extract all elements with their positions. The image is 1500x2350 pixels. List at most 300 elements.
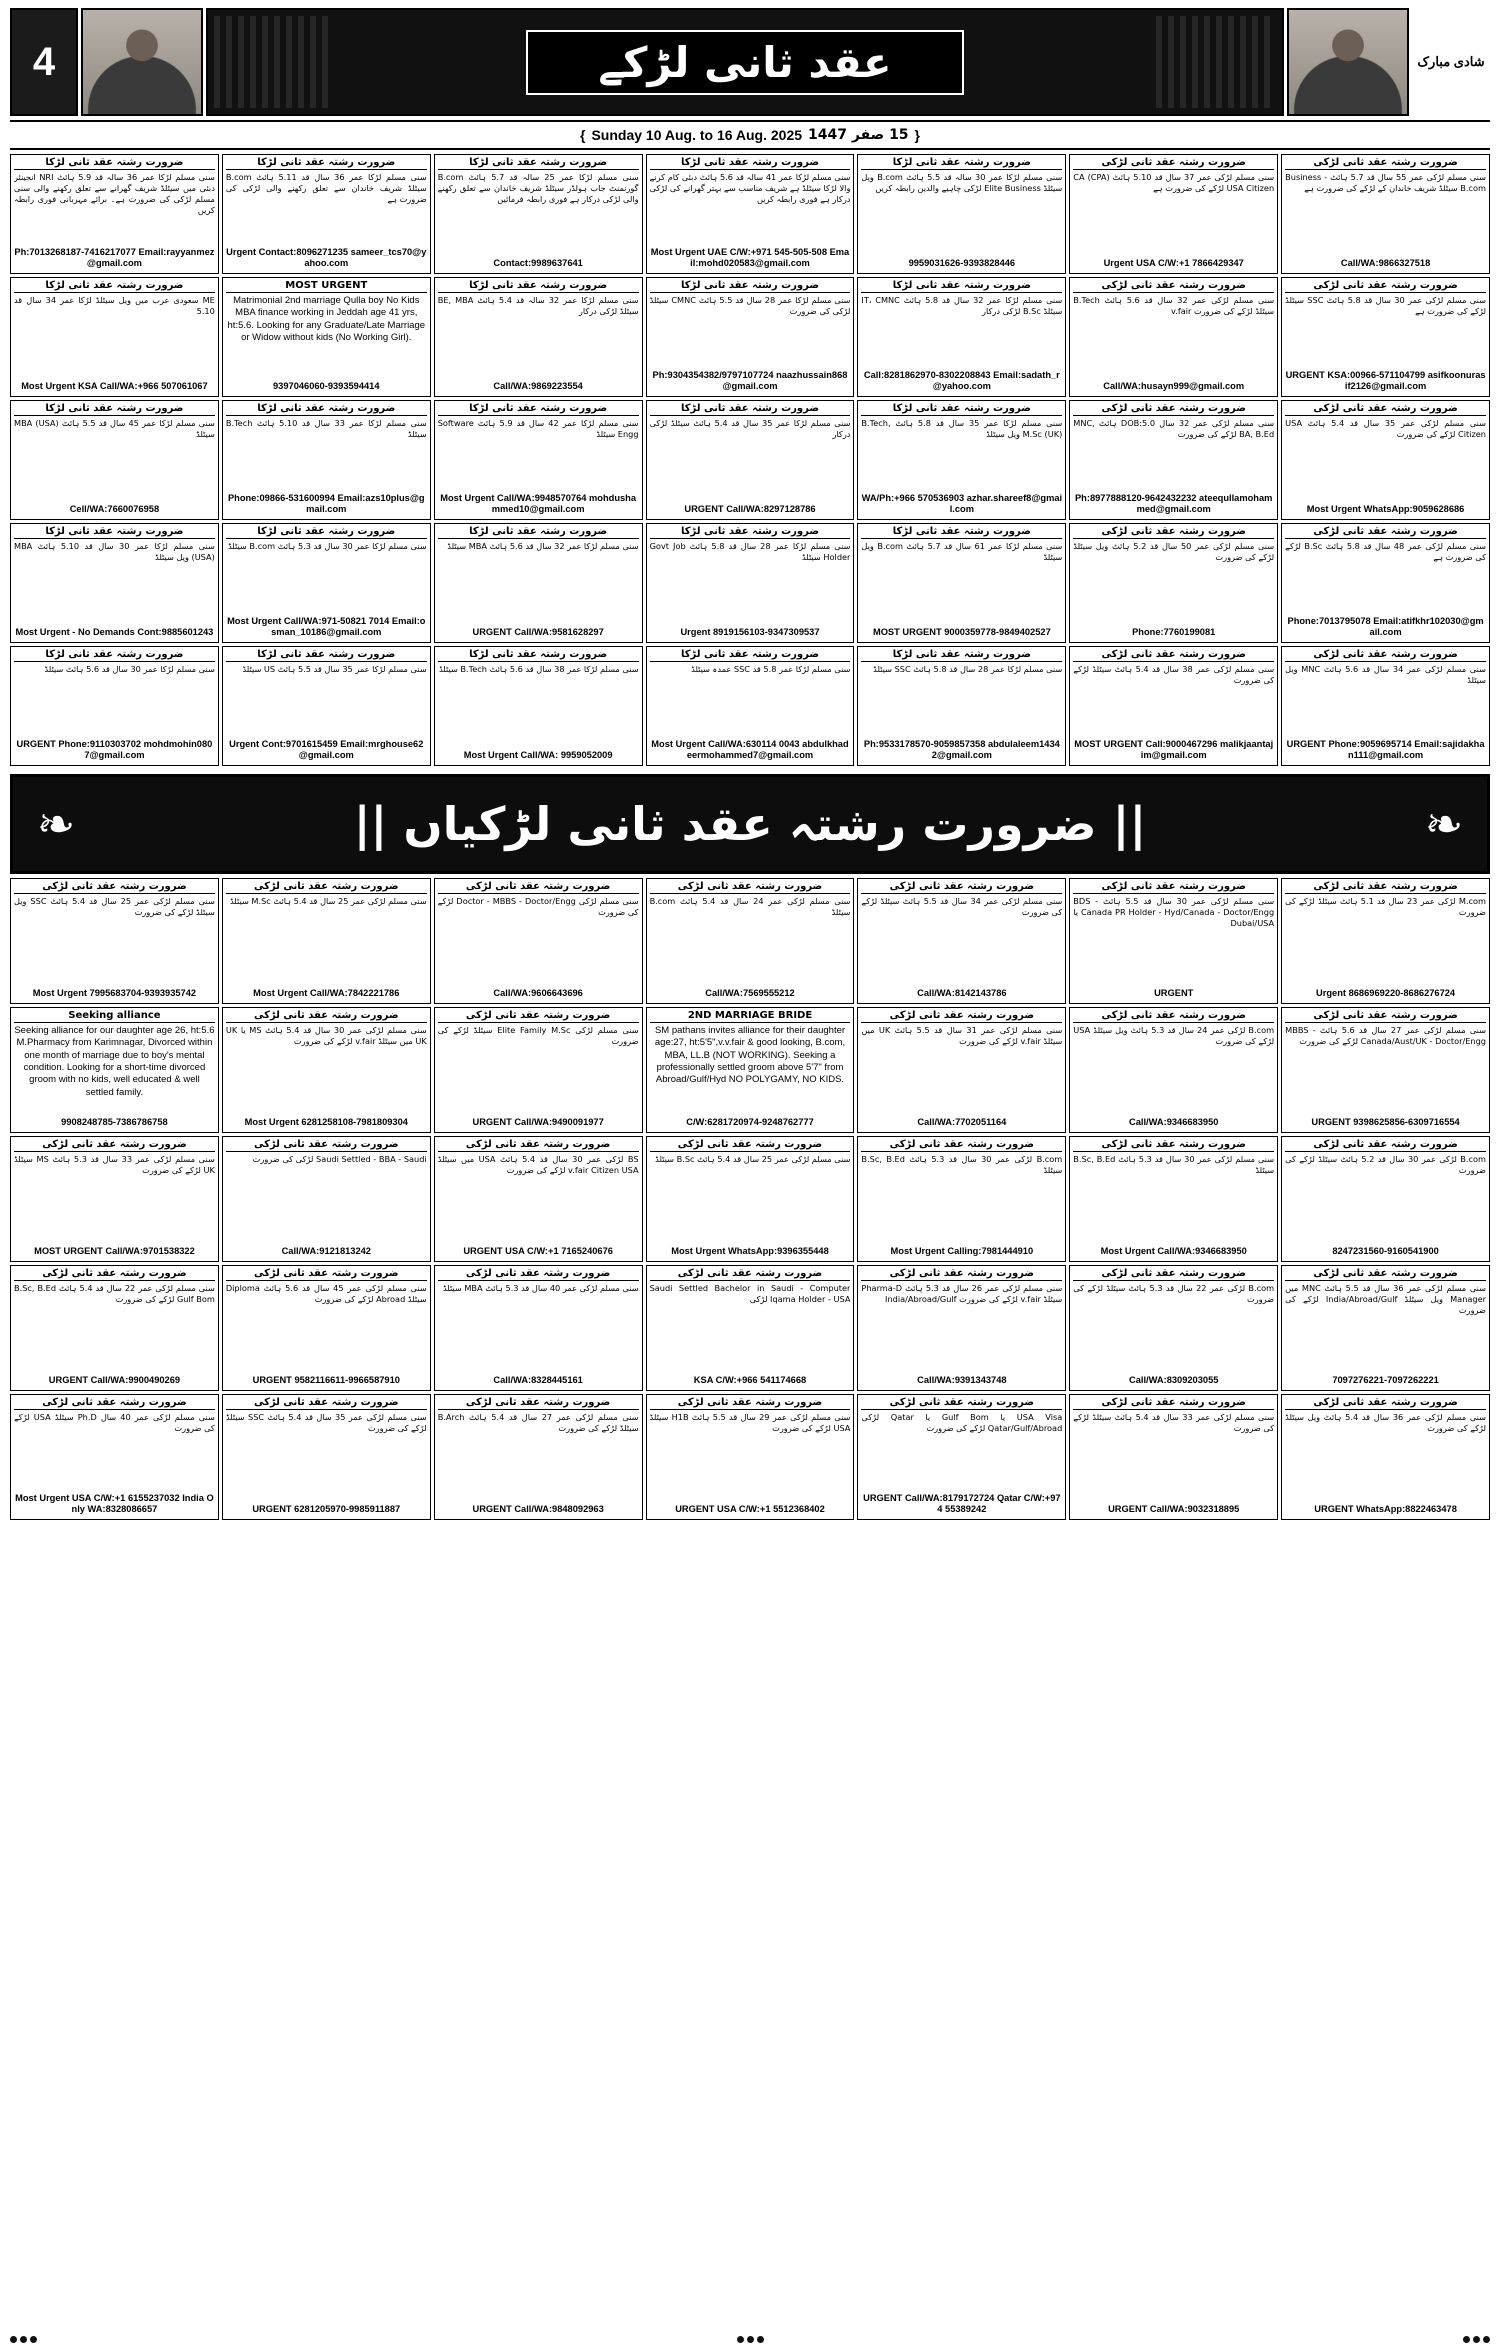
- ad-card: [10, 1265, 219, 1391]
- ad-body: B.com لڑکی عمر 30 سال قد 5.3 ہائٹ B.Sc, B.Ed سیٹلڈ: [861, 1154, 1063, 1176]
- ad-contact[interactable]: URGENT Call/WA:9490091977: [472, 1117, 604, 1128]
- ad-card: [434, 646, 643, 766]
- ad-contact[interactable]: Call/WA:9866327518: [1340, 258, 1431, 269]
- date-hijri: 15 صفر 1447: [808, 127, 909, 143]
- section-banner-title: || ضرورت رشتہ عقد ثانی لڑکیاں ||: [353, 797, 1147, 851]
- ornament-right-icon: ❧: [1424, 798, 1464, 850]
- ad-header: ضرورت رشتہ عقد ثانی لڑکی: [438, 881, 639, 894]
- ad-body: B.com لڑکی عمر 24 سال قد 5.3 ہائٹ ویل سیٹلڈ USA لڑکے کی ضرورت: [1073, 1025, 1275, 1047]
- ad-body: سنی مسلم لڑکی عمر 25 سال قد 5.4 ہائٹ SSC ویل سیٹلڈ لڑکے کی ضرورت: [14, 896, 215, 918]
- ad-header: ضرورت رشتہ عقد ثانی لڑکی: [1285, 1010, 1486, 1023]
- ad-header: ضرورت رشتہ عقد ثانی لڑکی: [14, 1139, 215, 1152]
- ad-card: [646, 277, 855, 397]
- ad-contact[interactable]: Call/WA:9121813242: [281, 1246, 371, 1257]
- date-bar: [10, 120, 1490, 150]
- ad-body: سنی مسلم لڑکی عمر 33 سال قد 5.3 ہائٹ MS سیٹلڈ UK لڑکے کی ضرورت: [14, 1154, 215, 1176]
- ad-card: [222, 878, 431, 1004]
- ad-header: ضرورت رشتہ عقد ثانی لڑکا: [438, 526, 639, 539]
- ad-body: Saudi Settled - BBA - Saudi لڑکی کی ضرورت: [252, 1154, 427, 1164]
- ad-contact[interactable]: Ph:8977888120-9642432232 ateequllamohammed@gmail.com: [1074, 492, 1273, 515]
- ad-body: SM pathans invites alliance for their daughter age:27, ht:5'5",v.v.fair & good looking, B.com, MBA, LL.B (NOT WORKING). Seeking a professionally settled groom above 5'7" from Abroad/Gulf/Hyd NO POLYGAMY, NO KIDS.: [654, 1025, 846, 1086]
- ad-header: ضرورت رشتہ عقد ثانی لڑکا: [14, 526, 215, 539]
- ad-body: سنی مسلم لڑکا عمر 36 سالہ قد 5.9 ہائٹ NRI انجینئر دبئی میں سیٹلڈ شریف گھرانے سے تعلق رکھنے والی سنی مسلم لڑکی کی ضرورت ہے۔ برائے مہربانی فوری رابطہ کریں: [14, 172, 215, 216]
- ad-header: ضرورت رشتہ عقد ثانی لڑکا: [14, 157, 215, 170]
- ad-body: سنی مسلم لڑکی عمر 34 سال قد 5.5 ہائٹ سیٹلڈ لڑکے کی ضرورت: [861, 896, 1063, 918]
- ad-card: [10, 646, 219, 766]
- ad-contact[interactable]: Phone:7013795078 Email:atifkhr102030@gmail.com: [1287, 615, 1484, 638]
- ad-card: [1069, 277, 1278, 397]
- ad-header: ضرورت رشتہ عقد ثانی لڑکی: [1073, 1268, 1274, 1281]
- ad-body: سنی مسلم لڑکا عمر 32 سال قد 5.8 ہائٹ IT، CMNC سیٹلڈ B.Sc لڑکی درکار: [861, 295, 1063, 317]
- ad-body: سنی مسلم لڑکا عمر 30 سال قد 5.10 ہائٹ MBA (USA) ویل سیٹلڈ: [14, 541, 215, 563]
- ad-contact[interactable]: Urgent 8686969220-8686276724: [1316, 988, 1456, 999]
- ad-header: ضرورت رشتہ عقد ثانی لڑکا: [861, 157, 1062, 170]
- ad-header: ضرورت رشتہ عقد ثانی لڑکی: [861, 881, 1062, 894]
- ad-header: ضرورت رشتہ عقد ثانی لڑکا: [14, 649, 215, 662]
- ad-header: ضرورت رشتہ عقد ثانی لڑکی: [650, 881, 851, 894]
- ad-body: سنی مسلم لڑکی عمر 32 سال قد 5.6 ہائٹ B.Tech سیٹلڈ لڑکے کی ضرورت v.fair: [1073, 295, 1275, 317]
- ad-contact[interactable]: Call/WA:9346683950: [1129, 1117, 1219, 1128]
- ad-body: سنی مسلم لڑکی عمر 50 سال قد 5.2 ہائٹ ویل سیٹلڈ لڑکے کی ضرورت: [1073, 541, 1275, 563]
- ad-card: [434, 523, 643, 643]
- registration-dots-mid: [737, 2336, 764, 2343]
- ad-body: سنی مسلم لڑکا عمر 28 سال قد 5.5 ہائٹ CMNC سیٹلڈ لڑکی کی ضرورت: [649, 295, 851, 317]
- ad-card: [222, 400, 431, 520]
- ad-body: سنی مسلم لڑکا عمر 25 سالہ قد 5.7 ہائٹ B.com گورنمنٹ جاب ہولڈر سیٹلڈ شریف خاندان سے تعلق رکھنے والی لڑکی درکار ہے فوری رابطہ فرمائیں: [437, 172, 639, 205]
- ad-card: [646, 1007, 855, 1133]
- ad-header: ضرورت رشتہ عقد ثانی لڑکی: [1285, 403, 1486, 416]
- ad-header: ضرورت رشتہ عقد ثانی لڑکی: [226, 1397, 427, 1410]
- ad-header: ضرورت رشتہ عقد ثانی لڑکی: [861, 1139, 1062, 1152]
- ad-header: ضرورت رشتہ عقد ثانی لڑکی: [438, 1268, 639, 1281]
- ad-contact[interactable]: Call/WA:8142143786: [917, 988, 1007, 999]
- ad-card: [857, 646, 1066, 766]
- ad-contact[interactable]: Most Urgent Call/WA:630114 0043 abdulkhadeermohammed7@gmail.com: [651, 738, 849, 761]
- ad-header: ضرورت رشتہ عقد ثانی لڑکی: [1285, 280, 1486, 293]
- ad-card: [857, 400, 1066, 520]
- ad-contact[interactable]: 9959031626-9393828446: [908, 258, 1016, 269]
- ad-body: سنی مسلم لڑکا عمر 30 سال قد 5.6 ہائٹ سیٹلڈ: [44, 664, 215, 674]
- ad-card: [646, 523, 855, 643]
- ad-header: ضرورت رشتہ عقد ثانی لڑکی: [1073, 157, 1274, 170]
- ad-contact[interactable]: MOST URGENT Call/WA:9701538322: [34, 1246, 195, 1257]
- ad-body: سنی مسلم لڑکی عمر 31 سال قد 5.5 ہائٹ UK میں سیٹلڈ v.fair لڑکے کی ضرورت: [861, 1025, 1063, 1047]
- ad-card: [10, 154, 219, 274]
- ad-body: سنی مسلم لڑکی عمر 32 سال DOB:5.0 ہائٹ MNC, BA, B.Ed لڑکے کی ضرورت: [1073, 418, 1275, 440]
- ad-header: ضرورت رشتہ عقد ثانی لڑکا: [438, 649, 639, 662]
- ad-body: سنی مسلم لڑکا عمر 35 سال قد 5.5 ہائٹ US سیٹلڈ: [242, 664, 427, 674]
- ad-card: [857, 154, 1066, 274]
- ad-header: ضرورت رشتہ عقد ثانی لڑکی: [438, 1010, 639, 1023]
- ad-contact[interactable]: Most Urgent 6281258108-7981809304: [244, 1117, 408, 1128]
- ad-contact[interactable]: WA/Ph:+966 570536903 azhar.shareef8@gmail.com: [861, 492, 1063, 515]
- ad-body: سنی مسلم لڑکی عمر 38 سال قد 5.4 ہائٹ سیٹلڈ لڑکے کی ضرورت: [1073, 664, 1275, 686]
- ad-contact[interactable]: C/W:6281720974-9248762777: [686, 1117, 814, 1128]
- ad-card: [10, 1007, 219, 1133]
- ad-contact[interactable]: Phone:7760199081: [1132, 627, 1216, 638]
- ad-header: ضرورت رشتہ عقد ثانی لڑکا: [14, 280, 215, 293]
- ad-header: ضرورت رشتہ عقد ثانی لڑکا: [438, 157, 639, 170]
- ad-card: [10, 277, 219, 397]
- ad-header: ضرورت رشتہ عقد ثانی لڑکی: [438, 1139, 639, 1152]
- ad-contact[interactable]: Call/WA:8328445161: [493, 1375, 583, 1386]
- ad-contact[interactable]: Cell/WA:7660076958: [69, 504, 160, 515]
- ad-body: سنی مسلم لڑکا عمر 45 سال قد 5.5 ہائٹ MBA (USA) سیٹلڈ: [14, 418, 215, 440]
- ad-header: ضرورت رشتہ عقد ثانی لڑکی: [1285, 1268, 1486, 1281]
- ad-card: [434, 1394, 643, 1520]
- ad-contact[interactable]: Call/WA:husayn999@gmail.com: [1103, 381, 1245, 392]
- ad-contact[interactable]: URGENT 9398625856-6309716554: [1311, 1117, 1460, 1128]
- ad-card: [434, 878, 643, 1004]
- ad-card: [434, 400, 643, 520]
- ad-contact[interactable]: URGENT Call/WA:9848092963: [472, 1504, 604, 1515]
- ad-header: ضرورت رشتہ عقد ثانی لڑکی: [226, 1010, 427, 1023]
- ad-header: ضرورت رشتہ عقد ثانی لڑکا: [861, 280, 1062, 293]
- ad-body: ME سعودی عرب میں ویل سیٹلڈ لڑکا عمر 34 سال قد 5.10: [14, 295, 215, 317]
- ad-contact[interactable]: Call/WA:7569555212: [705, 988, 795, 999]
- ad-contact[interactable]: Ph:9304354382/9797107724 naazhussain868@gmail.com: [652, 369, 848, 392]
- ad-header: ضرورت رشتہ عقد ثانی لڑکا: [14, 403, 215, 416]
- ad-body: سنی مسلم لڑکی عمر 26 سال قد 5.3 ہائٹ Pharma-D سیٹلڈ v.fair لڑکے کی ضرورت India/Abroad/Gulf: [861, 1283, 1063, 1305]
- ad-contact[interactable]: Most Urgent - No Demands Cont:9885601243: [15, 627, 214, 638]
- ad-contact[interactable]: URGENT Call/WA:9032318895: [1108, 1504, 1240, 1515]
- ad-body: سنی مسلم لڑکی عمر 30 سال قد 5.4 ہائٹ MS یا UK UK میں سیٹلڈ v.fair لڑکے کی ضرورت: [225, 1025, 427, 1047]
- ad-header: ضرورت رشتہ عقد ثانی لڑکی: [1073, 280, 1274, 293]
- ad-card: [1069, 1394, 1278, 1520]
- ad-body: سنی مسلم لڑکی عمر 30 سال قد 5.8 ہائٹ SSC سیٹلڈ لڑکے کی ضرورت ہے: [1285, 295, 1486, 317]
- ad-card: [1069, 878, 1278, 1004]
- ad-header: ضرورت رشتہ عقد ثانی لڑکی: [1073, 1010, 1274, 1023]
- ad-card: [857, 1265, 1066, 1391]
- ad-header: ضرورت رشتہ عقد ثانی لڑکی: [1073, 1397, 1274, 1410]
- ad-card: [1281, 154, 1490, 274]
- ad-header: ضرورت رشتہ عقد ثانی لڑکی: [1285, 157, 1486, 170]
- ad-card: [857, 878, 1066, 1004]
- ad-card: [857, 1007, 1066, 1133]
- page-number: 4: [10, 8, 78, 116]
- ad-contact[interactable]: Urgent 8919156103-9347309537: [680, 627, 820, 638]
- ad-body: سنی مسلم لڑکا عمر 32 سالہ قد 5.4 ہائٹ BE, MBA سیٹلڈ لڑکی درکار: [437, 295, 639, 317]
- ad-contact[interactable]: URGENT Call/WA:8179172724 Qatar C/W:+974 55389242: [863, 1492, 1061, 1515]
- ad-header: ضرورت رشتہ عقد ثانی لڑکی: [1073, 649, 1274, 662]
- ad-body: B.com لڑکی عمر 30 سال قد 5.2 ہائٹ سیٹلڈ لڑکے کی ضرورت: [1285, 1154, 1486, 1176]
- ad-body: سنی مسلم لڑکی عمر 55 سال قد 5.7 ہائٹ Business - B.com سیٹلڈ شریف خاندان کے لڑکے کی ضرورت ہے: [1285, 172, 1486, 194]
- ad-header: ضرورت رشتہ عقد ثانی لڑکا: [650, 526, 851, 539]
- ad-header: ضرورت رشتہ عقد ثانی لڑکی: [226, 1139, 427, 1152]
- ad-card: [1069, 1007, 1278, 1133]
- ad-header: Seeking alliance: [14, 1010, 215, 1023]
- ad-body: سنی مسلم لڑکا عمر 61 سال قد 5.7 ہائٹ B.com ویل سیٹلڈ: [861, 541, 1063, 563]
- ad-card: [646, 1136, 855, 1262]
- ad-contact[interactable]: MOST URGENT 9000359778-9849402527: [872, 627, 1051, 638]
- ad-contact[interactable]: URGENT Call/WA:9581628297: [472, 627, 604, 638]
- ad-contact[interactable]: Most Urgent KSA Call/WA:+966 507061067: [21, 381, 208, 392]
- ad-header: ضرورت رشتہ عقد ثانی لڑکا: [650, 403, 851, 416]
- page-title: عقد ثانی لڑکے: [598, 37, 892, 87]
- ad-header: ضرورت رشتہ عقد ثانی لڑکی: [650, 1268, 851, 1281]
- ad-card: [1069, 646, 1278, 766]
- ad-header: ضرورت رشتہ عقد ثانی لڑکا: [650, 280, 851, 293]
- ad-contact[interactable]: URGENT Call/WA:8297128786: [684, 504, 816, 515]
- ad-contact[interactable]: Call/WA:9391343748: [917, 1375, 1007, 1386]
- section-banner: [10, 774, 1490, 874]
- ad-card: [434, 1007, 643, 1133]
- ad-card: [1069, 523, 1278, 643]
- ad-card: [646, 646, 855, 766]
- ad-card: [10, 523, 219, 643]
- ad-header: ضرورت رشتہ عقد ثانی لڑکا: [438, 403, 639, 416]
- ad-body: سنی مسلم لڑکی عمر 25 سال قد 5.4 ہائٹ M.Sc سیٹلڈ: [230, 896, 427, 906]
- masthead-title-band: [206, 8, 1284, 116]
- ad-header: ضرورت رشتہ عقد ثانی لڑکی: [1073, 403, 1274, 416]
- ad-card: [1281, 646, 1490, 766]
- ad-contact[interactable]: URGENT Call/WA:9900490269: [48, 1375, 181, 1386]
- ad-card: [646, 1265, 855, 1391]
- ad-card: [10, 1394, 219, 1520]
- ad-contact[interactable]: URGENT KSA:00966-571104799 asifkoonurasif2126@gmail.com: [1285, 369, 1486, 392]
- ad-header: ضرورت رشتہ عقد ثانی لڑکی: [14, 1268, 215, 1281]
- ad-contact[interactable]: 7097276221-7097262221: [1332, 1375, 1439, 1386]
- ad-body: سنی مسلم لڑکی عمر 36 سال قد 5.4 ہائٹ ویل سیٹلڈ لڑکے کی ضرورت: [1285, 1412, 1486, 1434]
- ad-header: ضرورت رشتہ عقد ثانی لڑکی: [650, 1397, 851, 1410]
- ad-body: BS لڑکی عمر 30 سال قد 5.4 ہائٹ USA میں سیٹلڈ v.fair Citizen USA لڑکے کی ضرورت: [437, 1154, 639, 1176]
- ad-contact[interactable]: Most Urgent Calling:7981444910: [890, 1246, 1034, 1257]
- ad-body: B.com لڑکی عمر 22 سال قد 5.3 ہائٹ سیٹلڈ لڑکے کی ضرورت: [1073, 1283, 1275, 1305]
- ad-body: سنی مسلم لڑکا عمر 35 سال قد 5.8 ہائٹ B.Tech, M.Sc (UK) ویل سیٹلڈ: [861, 418, 1063, 440]
- ad-card: [1281, 1265, 1490, 1391]
- ad-contact[interactable]: Call/WA:9869223554: [493, 381, 583, 392]
- ad-card: [222, 277, 431, 397]
- ad-contact[interactable]: Call:8281862970-8302208843 Email:sadath_r@yahoo.com: [863, 369, 1060, 392]
- shaadi-mubarak-tag: شادی مبارک: [1417, 53, 1485, 69]
- ad-card: [222, 1136, 431, 1262]
- ad-body: Saudi Settled Bachelor in Saudi - Computer Iqama Holder - USA لڑکی: [649, 1283, 851, 1305]
- ad-card: [1281, 1394, 1490, 1520]
- ad-header: ضرورت رشتہ عقد ثانی لڑکی: [226, 881, 427, 894]
- registration-dots-right: [1463, 2336, 1490, 2343]
- ad-card: [1281, 1136, 1490, 1262]
- ad-card: [434, 277, 643, 397]
- ad-contact[interactable]: URGENT: [1154, 988, 1194, 999]
- masthead: [10, 8, 1490, 116]
- ad-card: [222, 1265, 431, 1391]
- ad-card: [222, 1394, 431, 1520]
- ad-body: سنی مسلم لڑکا عمر 30 سالہ قد 5.5 ہائٹ B.com ویل سیٹلڈ Elite Business لڑکی چاہیے والدین رابطہ کریں: [861, 172, 1063, 194]
- ad-body: سنی مسلم لڑکا عمر 5.8 قد SSC عمدہ سیٹلڈ: [691, 664, 851, 674]
- ad-body: سنی مسلم لڑکی عمر 29 سال قد 5.5 ہائٹ H1B سیٹلڈ USA لڑکے کی ضرورت: [649, 1412, 851, 1434]
- ad-body: سنی مسلم لڑکا عمر 28 سال قد 5.8 ہائٹ SSC سیٹلڈ: [873, 664, 1063, 674]
- ad-contact[interactable]: URGENT USA C/W:+1 5512368402: [675, 1504, 825, 1515]
- ad-contact[interactable]: Most Urgent Call/WA:971-50821 7014 Email:osman_10186@gmail.com: [227, 615, 426, 638]
- ad-body: سنی مسلم لڑکی عمر 33 سال قد 5.4 ہائٹ سیٹلڈ لڑکے کی ضرورت: [1073, 1412, 1275, 1434]
- ad-contact[interactable]: URGENT USA C/W:+1 7165240676: [463, 1246, 613, 1257]
- brace-open: {: [580, 127, 586, 143]
- ad-contact[interactable]: URGENT Phone:9059695714 Email:sajidakhan111@gmail.com: [1286, 738, 1485, 761]
- ad-header: ضرورت رشتہ عقد ثانی لڑکا: [650, 157, 851, 170]
- ad-contact[interactable]: Ph:9533178570-9059857358 abdulaleem14342@gmail.com: [863, 738, 1060, 761]
- ad-contact[interactable]: KSA C/W:+966 541174668: [693, 1375, 807, 1386]
- ad-header: ضرورت رشتہ عقد ثانی لڑکی: [1285, 1139, 1486, 1152]
- ad-contact[interactable]: 9397046060-9393594414: [273, 381, 380, 392]
- ad-contact[interactable]: URGENT 9582116611-9966587910: [252, 1375, 400, 1386]
- ad-body: سنی مسلم لڑکی عمر 22 سال قد 5.4 ہائٹ B.Sc, B.Ed Gulf Bom لڑکے کی ضرورت: [14, 1283, 215, 1305]
- ad-card: [1281, 1007, 1490, 1133]
- ad-contact[interactable]: Urgent Cont:9701615459 Email:mrghouse62@gmail.com: [229, 738, 424, 761]
- ad-header: ضرورت رشتہ عقد ثانی لڑکا: [226, 157, 427, 170]
- ad-contact[interactable]: Call/WA:8309203055: [1129, 1375, 1219, 1386]
- ad-contact[interactable]: 8247231560-9160541900: [1332, 1246, 1439, 1257]
- ad-contact[interactable]: URGENT Phone:9110303702 mohdmohin0807@gmail.com: [16, 738, 213, 761]
- ad-contact[interactable]: URGENT WhatsApp:8822463478: [1314, 1504, 1457, 1515]
- ad-body: سنی مسلم لڑکی عمر 40 سال قد 5.3 ہائٹ MBA سیٹلڈ: [442, 1283, 639, 1293]
- ad-contact[interactable]: Most Urgent Call/WA:7842221786: [253, 988, 400, 999]
- ad-card: [1069, 1265, 1278, 1391]
- ad-header: ضرورت رشتہ عقد ثانی لڑکی: [1285, 1397, 1486, 1410]
- ad-body: سنی مسلم لڑکا عمر 33 سال قد 5.10 ہائٹ B.Tech سیٹلڈ: [225, 418, 427, 440]
- date-english: Sunday 10 Aug. to 16 Aug. 2025: [591, 127, 803, 143]
- ad-card: [434, 1265, 643, 1391]
- ad-contact[interactable]: Most Urgent Call/WA: 9959052009: [463, 750, 613, 761]
- ad-contact[interactable]: Most Urgent Call/WA:9948570764 mohdushammed10@gmail.com: [440, 492, 637, 515]
- ad-card: [222, 154, 431, 274]
- ad-body: سنی مسلم لڑکا عمر 28 سال قد 5.8 ہائٹ Govt Job Holder سیٹلڈ: [649, 541, 851, 563]
- male-ads-grid: [10, 154, 1490, 766]
- ad-header: ضرورت رشتہ عقد ثانی لڑکی: [1285, 881, 1486, 894]
- ad-body: سنی مسلم لڑکی عمر 45 سال قد 5.6 ہائٹ Diploma سیٹلڈ Abroad لڑکے کی ضرورت: [225, 1283, 427, 1305]
- ad-card: [222, 523, 431, 643]
- ad-contact[interactable]: Phone:09866-531600994 Email:azs10plus@gmail.com: [227, 492, 425, 515]
- ad-body: سنی مسلم لڑکی عمر 30 سال قد 5.3 ہائٹ B.Sc, B.Ed سیٹلڈ: [1073, 1154, 1275, 1176]
- ad-header: ضرورت رشتہ عقد ثانی لڑکی: [1073, 1139, 1274, 1152]
- ad-header: ضرورت رشتہ عقد ثانی لڑکی: [1073, 526, 1274, 539]
- ad-card: [646, 1394, 855, 1520]
- ad-card: [434, 1136, 643, 1262]
- ad-card: [646, 878, 855, 1004]
- ad-card: [857, 277, 1066, 397]
- ad-contact[interactable]: Most Urgent WhatsApp:9059628686: [1306, 504, 1465, 515]
- ad-body: سنی مسلم لڑکی عمر 27 سال قد 5.6 ہائٹ MBBS - Canada/Aust/UK - Doctor/Engg لڑکے کی ضرورت: [1285, 1025, 1486, 1047]
- ad-body: سنی مسلم لڑکی عمر 40 سال Ph.D سیٹلڈ USA لڑکے کی ضرورت: [14, 1412, 215, 1434]
- ad-card: [1281, 277, 1490, 397]
- ad-header: ضرورت رشتہ عقد ثانی لڑکی: [861, 1010, 1062, 1023]
- ad-card: [1281, 400, 1490, 520]
- ad-header: ضرورت رشتہ عقد ثانی لڑکا: [438, 280, 639, 293]
- ad-contact[interactable]: Most Urgent Call/WA:9346683950: [1100, 1246, 1247, 1257]
- ad-contact[interactable]: MOST URGENT Call:9000467296 malikjaantajim@gmail.com: [1074, 738, 1274, 761]
- ad-body: سنی مسلم لڑکی Elite Family M.Sc سیٹلڈ لڑکے کی ضرورت: [437, 1025, 639, 1047]
- ad-header: ضرورت رشتہ عقد ثانی لڑکا: [650, 649, 851, 662]
- ad-card: [10, 400, 219, 520]
- ad-card: [646, 154, 855, 274]
- ad-body: سنی مسلم لڑکی عمر 36 سال قد 5.5 ہائٹ MNC میں Manager ویل سیٹلڈ India/Abroad/Gulf لڑکے کی ضرورت: [1285, 1283, 1486, 1316]
- ad-header: ضرورت رشتہ عقد ثانی لڑکا: [861, 526, 1062, 539]
- ad-body: USA Visa یا Gulf Bom یا Qatar لڑکی Qatar/Gulf/Abroad لڑکے کی ضرورت: [861, 1412, 1063, 1434]
- ad-card: [857, 523, 1066, 643]
- registration-dots-left: [10, 2336, 37, 2343]
- ad-contact[interactable]: Ph:7013268187-7416217077 Email:rayyanmez@gmail.com: [14, 246, 215, 269]
- ad-contact[interactable]: Most Urgent 7995683704-9393935742: [32, 988, 197, 999]
- ad-body: سنی مسلم لڑکا عمر 35 سال قد 5.4 ہائٹ سیٹلڈ لڑکی درکار: [649, 418, 851, 440]
- ad-header: ضرورت رشتہ عقد ثانی لڑکا: [226, 526, 427, 539]
- ad-header: ضرورت رشتہ عقد ثانی لڑکی: [14, 1397, 215, 1410]
- ad-contact[interactable]: Most Urgent UAE C/W:+971 545-505-508 Email:mohd020583@gmail.com: [650, 246, 850, 269]
- ad-body: سنی مسلم لڑکا عمر 41 سالہ قد 5.6 ہائٹ دبئی کام کرنے والا لڑکا سیٹلڈ ہے شریف مناسب سے بہتر گھرانے کی لڑکی درکار ہے فوری رابطہ کریں: [649, 172, 851, 205]
- ad-contact[interactable]: Contact:9989637641: [493, 258, 583, 269]
- ad-header: ضرورت رشتہ عقد ثانی لڑکی: [1073, 881, 1274, 894]
- ad-contact[interactable]: Urgent Contact:8096271235 sameer_tcs70@yahoo.com: [226, 246, 427, 269]
- ad-contact[interactable]: Most Urgent USA C/W:+1 6155237032 India Only WA:8328086657: [15, 1492, 214, 1515]
- ad-header: ضرورت رشتہ عقد ثانی لڑکی: [650, 1139, 851, 1152]
- ad-body: سنی مسلم لڑکا عمر 36 سال قد 5.11 ہائٹ B.com سیٹلڈ شریف خاندان سے تعلق رکھنے والی لڑکی کی ضرورت ہے: [225, 172, 427, 205]
- ad-card: [10, 1136, 219, 1262]
- ad-contact[interactable]: Most Urgent WhatsApp:9396355448: [671, 1246, 829, 1257]
- ad-card: [1281, 878, 1490, 1004]
- ornament-left-icon: ❧: [36, 798, 76, 850]
- ad-header: MOST URGENT: [226, 280, 427, 293]
- ad-body: سنی مسلم لڑکی عمر 34 سال قد 5.6 ہائٹ MNC ویل سیٹلڈ: [1285, 664, 1486, 686]
- ad-header: 2ND MARRIAGE BRIDE: [650, 1010, 851, 1023]
- ad-header: ضرورت رشتہ عقد ثانی لڑکی: [861, 1397, 1062, 1410]
- ad-body: سنی مسلم لڑکی عمر 37 سال قد 5.10 ہائٹ CA (CPA) USA Citizen لڑکے کی ضرورت ہے: [1073, 172, 1275, 194]
- ad-header: ضرورت رشتہ عقد ثانی لڑکا: [226, 403, 427, 416]
- ad-header: ضرورت رشتہ عقد ثانی لڑکی: [226, 1268, 427, 1281]
- ad-header: ضرورت رشتہ عقد ثانی لڑکی: [1285, 649, 1486, 662]
- ad-header: ضرورت رشتہ عقد ثانی لڑکی: [438, 1397, 639, 1410]
- ad-contact[interactable]: URGENT 6281205970-9985911887: [252, 1504, 401, 1515]
- ad-body: سنی مسلم لڑکی عمر 27 سال قد 5.4 ہائٹ B.Arch سیٹلڈ لڑکے کی ضرورت: [437, 1412, 639, 1434]
- ad-body: سنی مسلم لڑکی عمر 35 سال قد 5.4 ہائٹ USA Citizen لڑکے کی ضرورت: [1285, 418, 1486, 440]
- ad-card: [1281, 523, 1490, 643]
- ad-contact[interactable]: Call/WA:7702051164: [917, 1117, 1007, 1128]
- ad-body: سنی مسلم لڑکی عمر 35 سال قد 5.4 ہائٹ SSC سیٹلڈ لڑکے کی ضرورت: [225, 1412, 427, 1434]
- ad-contact[interactable]: Call/WA:9606643696: [493, 988, 583, 999]
- ad-body: Matrimonial 2nd marriage Qulla boy No Kids MBA finance working in Jeddah age 41 yrs, ht:5.6. Looking for any Graduate/Late Marriage or Widow without kids (No Working Girl).: [227, 295, 426, 344]
- ad-body: سنی مسلم لڑکا عمر 42 سال قد 5.9 ہائٹ Software Engg سیٹلڈ: [437, 418, 639, 440]
- ad-card: [1069, 400, 1278, 520]
- ad-card: [222, 1007, 431, 1133]
- ad-header: ضرورت رشتہ عقد ثانی لڑکا: [861, 403, 1062, 416]
- ad-card: [646, 400, 855, 520]
- ad-body: سنی مسلم لڑکی عمر 25 سال قد 5.4 ہائٹ B.Sc سیٹلڈ: [655, 1154, 851, 1164]
- bride-photo: [1287, 8, 1409, 116]
- ad-body: سنی مسلم لڑکی عمر 48 سال قد 5.8 ہائٹ B.Sc لڑکے کی ضرورت ہے: [1285, 541, 1486, 563]
- ad-card: [1069, 154, 1278, 274]
- ad-header: ضرورت رشتہ عقد ثانی لڑکا: [861, 649, 1062, 662]
- ad-body: سنی مسلم لڑکا عمر 38 سال قد 5.6 ہائٹ B.Tech سیٹلڈ: [439, 664, 639, 674]
- ad-contact[interactable]: Urgent USA C/W:+1 7866429347: [1103, 258, 1244, 269]
- ad-body: سنی مسلم لڑکی عمر 30 سال قد 5.5 ہائٹ BDS - Canada PR Holder - Hyd/Canada - Doctor/Engg یا Dubai/USA: [1073, 896, 1275, 929]
- ad-card: [857, 1394, 1066, 1520]
- female-ads-grid: [10, 878, 1490, 1520]
- ad-header: ضرورت رشتہ عقد ثانی لڑکی: [861, 1268, 1062, 1281]
- ad-header: ضرورت رشتہ عقد ثانی لڑکی: [1285, 526, 1486, 539]
- ad-header: ضرورت رشتہ عقد ثانی لڑکا: [226, 649, 427, 662]
- ad-card: [857, 1136, 1066, 1262]
- ad-card: [10, 878, 219, 1004]
- ad-body: سنی مسلم لڑکی Doctor - MBBS - Doctor/Engg لڑکے کی ضرورت: [437, 896, 639, 918]
- ad-header: ضرورت رشتہ عقد ثانی لڑکی: [14, 881, 215, 894]
- groom-photo: [81, 8, 203, 116]
- ad-card: [1069, 1136, 1278, 1262]
- ad-contact[interactable]: 9908248785-7386786758: [61, 1117, 168, 1128]
- ad-card: [222, 646, 431, 766]
- ad-body: Seeking alliance for our daughter age 26, ht:5.6 M.Pharmacy from Karimnagar, Divorced within one month of marriage due to boy's mental condition. Looking for a short-time divorced groom with no kids, well educated & well settled family.: [14, 1025, 215, 1098]
- ad-card: [434, 154, 643, 274]
- ad-body: سنی مسلم لڑکا عمر 30 سال قد 5.3 ہائٹ B.com سیٹلڈ: [227, 541, 427, 551]
- footer-marks: [10, 2332, 1490, 2346]
- ad-body: سنی مسلم لڑکا عمر 32 سال قد 5.6 ہائٹ MBA سیٹلڈ: [447, 541, 639, 551]
- ad-body: M.com لڑکی عمر 23 سال قد 5.1 ہائٹ سیٹلڈ لڑکے کی ضرورت: [1285, 896, 1486, 918]
